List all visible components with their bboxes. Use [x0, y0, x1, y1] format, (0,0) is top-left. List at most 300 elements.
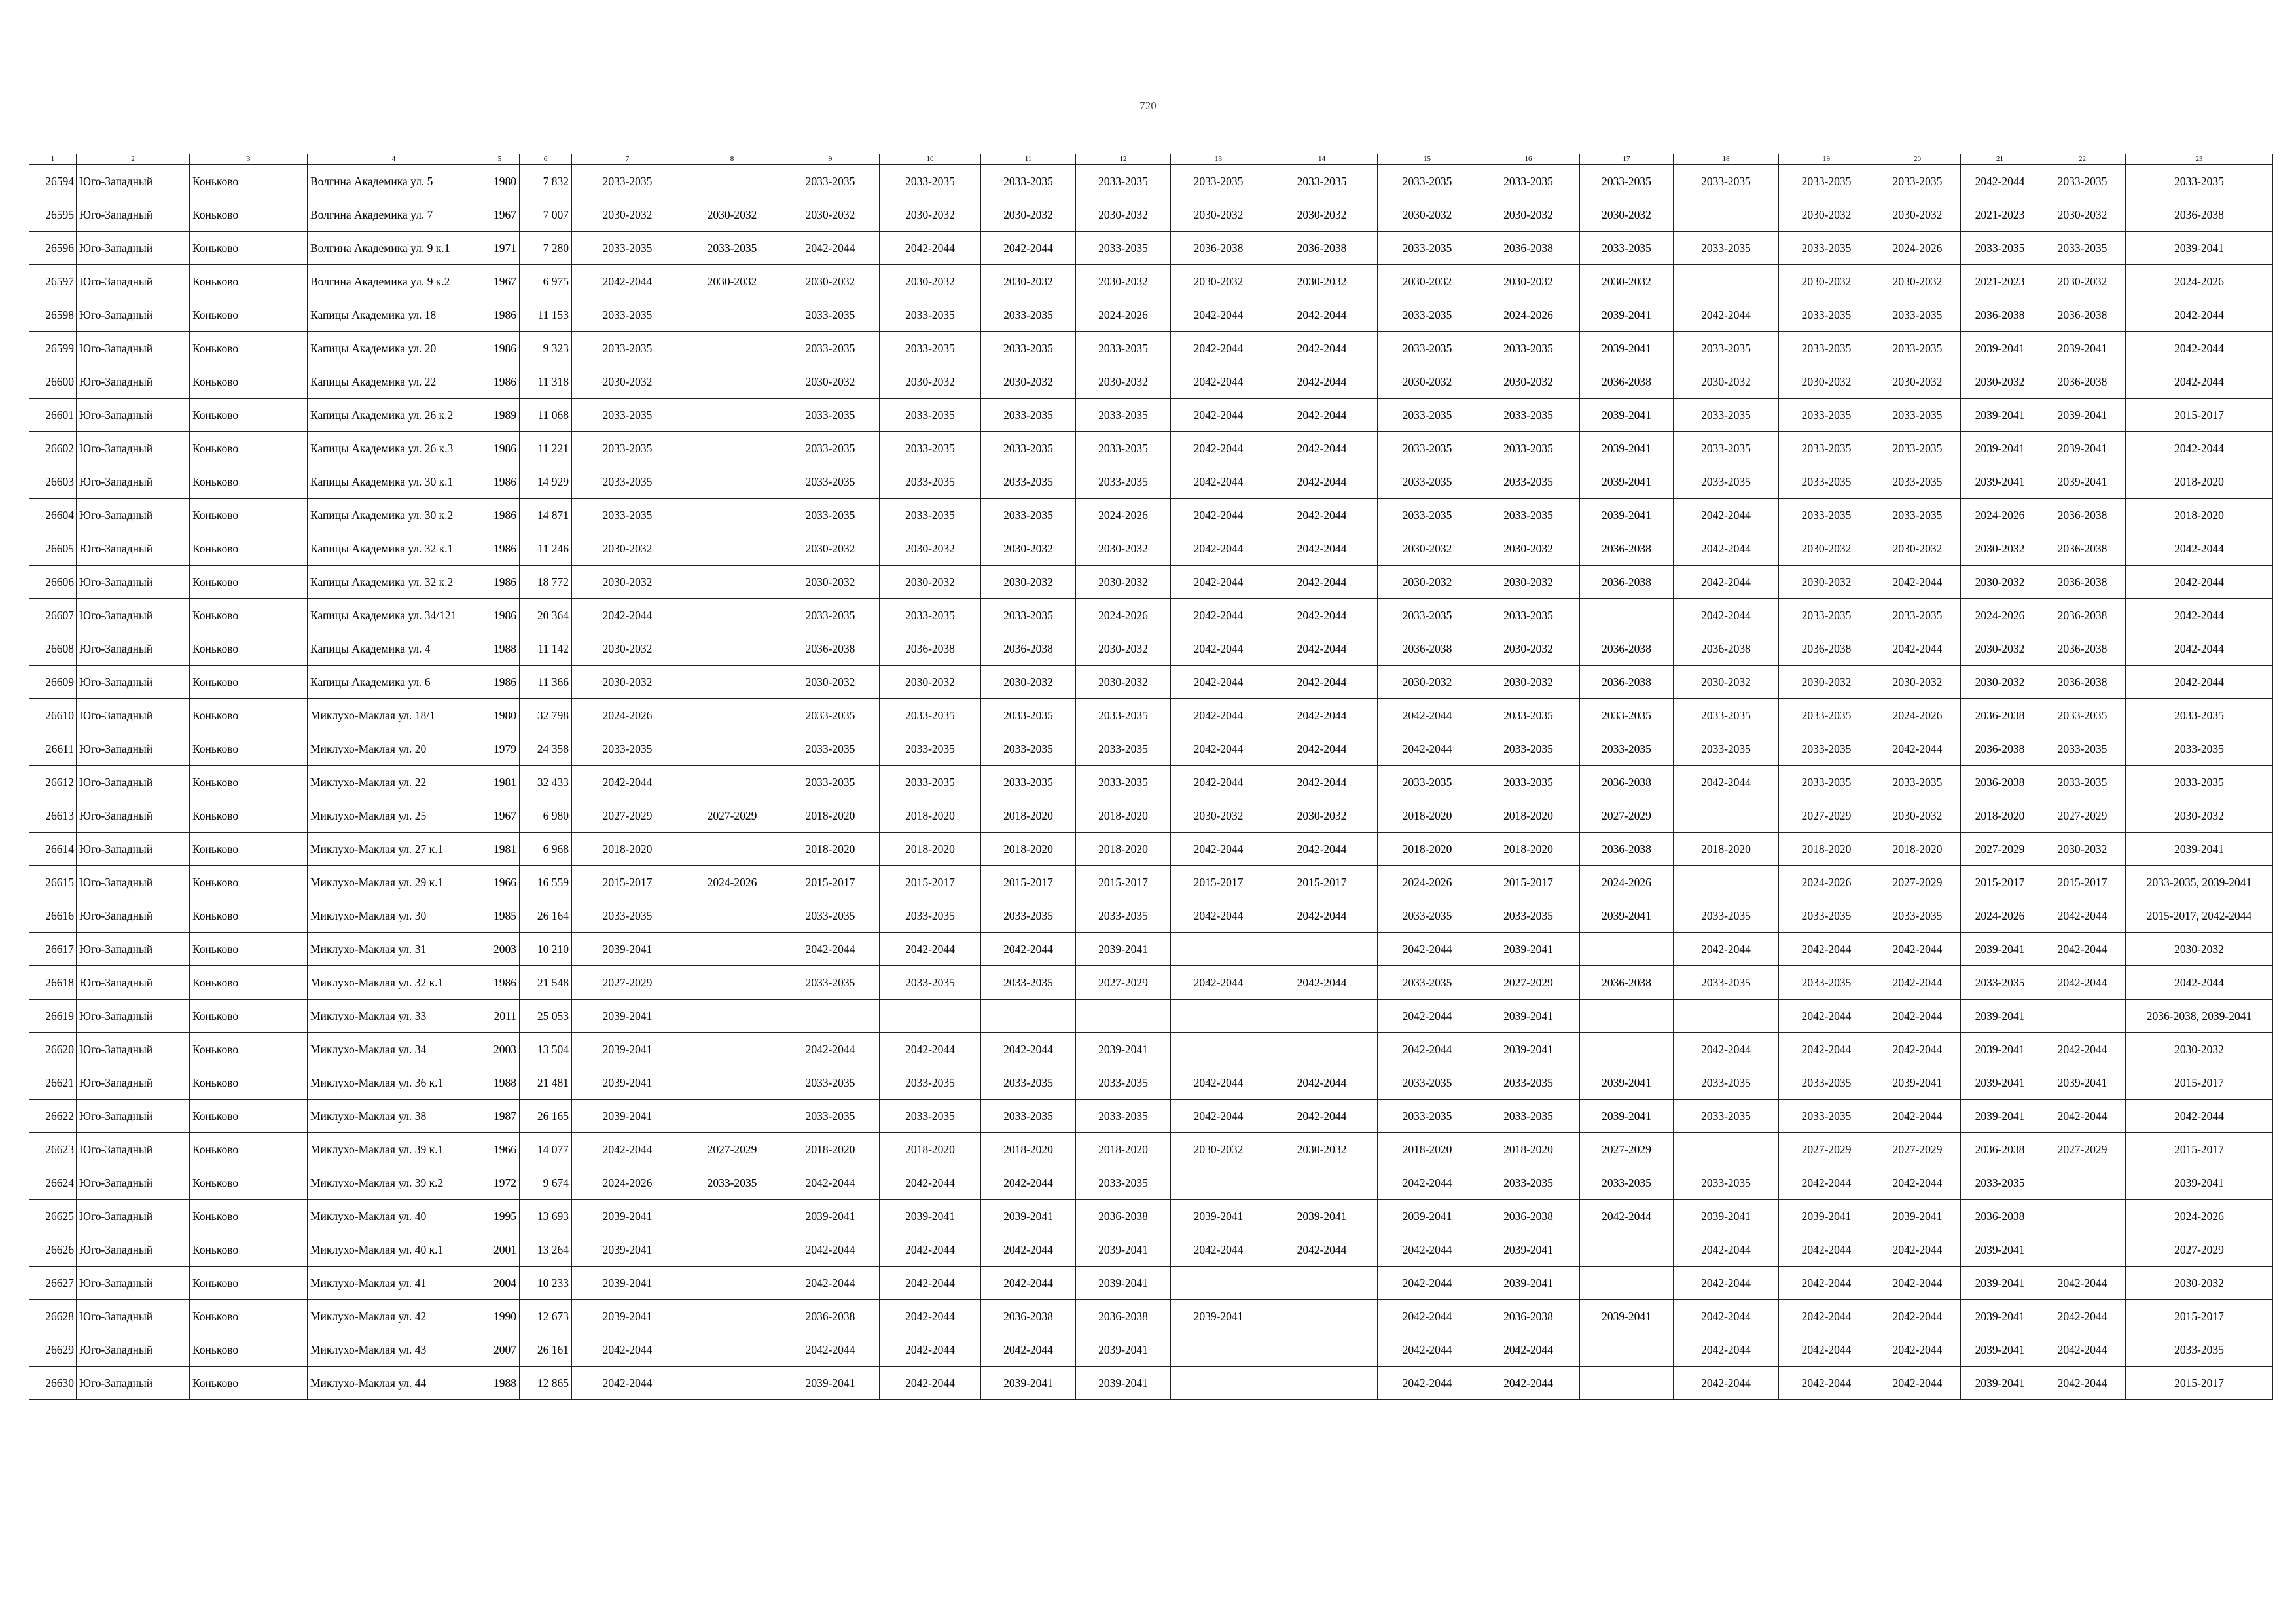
period-cell-col-15: 2033-2035	[1378, 766, 1477, 799]
build-year-cell: 1971	[480, 232, 520, 265]
period-cell-col-14	[1266, 1033, 1378, 1066]
period-cell-col-21: 2021-2023	[1961, 265, 2039, 298]
period-cell-col-16: 2018-2020	[1477, 1133, 1580, 1166]
district-cell: Юго-Западный	[77, 198, 190, 232]
period-cell-col-20: 2033-2035	[1874, 465, 1961, 499]
district-cell: Юго-Западный	[77, 1066, 190, 1100]
period-cell-col-9: 2033-2035	[781, 699, 880, 732]
period-cell-col-22: 2036-2038	[2039, 666, 2126, 699]
period-cell-col-23: 2024-2026	[2126, 265, 2273, 298]
record-id-cell: 26601	[29, 399, 77, 432]
period-cell-col-21: 2033-2035	[1961, 232, 2039, 265]
period-cell-col-17	[1580, 1000, 1674, 1033]
period-cell-col-17: 2036-2038	[1580, 632, 1674, 666]
district-cell: Юго-Западный	[77, 232, 190, 265]
build-year-cell: 1986	[480, 566, 520, 599]
district-cell: Юго-Западный	[77, 1300, 190, 1333]
period-cell-col-15: 2018-2020	[1378, 799, 1477, 833]
period-cell-col-22: 2030-2032	[2039, 265, 2126, 298]
period-cell-col-15: 2042-2044	[1378, 1000, 1477, 1033]
period-cell-col-15: 2042-2044	[1378, 1233, 1477, 1267]
period-cell-col-14: 2033-2035	[1266, 165, 1378, 198]
period-cell-col-21: 2030-2032	[1961, 532, 2039, 566]
period-cell-col-11: 2033-2035	[981, 332, 1076, 365]
period-cell-col-13: 2042-2044	[1171, 566, 1266, 599]
column-number-6: 6	[520, 154, 572, 165]
period-cell-col-20: 2030-2032	[1874, 198, 1961, 232]
period-cell-col-16: 2039-2041	[1477, 1267, 1580, 1300]
floor-area-cell: 12 865	[520, 1367, 572, 1400]
period-cell-col-8	[683, 1000, 781, 1033]
period-cell-col-19: 2027-2029	[1779, 799, 1874, 833]
column-number-20: 20	[1874, 154, 1961, 165]
period-cell-col-16: 2033-2035	[1477, 899, 1580, 933]
floor-area-cell: 14 929	[520, 465, 572, 499]
area-cell: Коньково	[190, 599, 308, 632]
period-cell-col-15: 2018-2020	[1378, 833, 1477, 866]
build-year-cell: 1980	[480, 165, 520, 198]
district-cell: Юго-Западный	[77, 566, 190, 599]
district-cell: Юго-Западный	[77, 432, 190, 465]
district-cell: Юго-Западный	[77, 532, 190, 566]
table-row	[29, 966, 2273, 1000]
address-cell: Миклухо-Маклая ул. 30	[308, 899, 480, 933]
column-number-23: 23	[2126, 154, 2273, 165]
address-cell: Миклухо-Маклая ул. 18/1	[308, 699, 480, 732]
address-cell: Капицы Академика ул. 26 к.2	[308, 399, 480, 432]
period-cell-col-12	[1076, 1000, 1171, 1033]
build-year-cell: 1988	[480, 1066, 520, 1100]
address-cell: Капицы Академика ул. 32 к.1	[308, 532, 480, 566]
district-cell: Юго-Западный	[77, 866, 190, 899]
period-cell-col-22	[2039, 1000, 2126, 1033]
table-row	[29, 1033, 2273, 1066]
area-cell: Коньково	[190, 566, 308, 599]
period-cell-col-8	[683, 833, 781, 866]
period-cell-col-11: 2042-2044	[981, 232, 1076, 265]
period-cell-col-9: 2033-2035	[781, 298, 880, 332]
period-cell-col-10: 2033-2035	[880, 399, 981, 432]
build-year-cell: 1980	[480, 699, 520, 732]
period-cell-col-16: 2033-2035	[1477, 1166, 1580, 1200]
period-cell-col-18: 2033-2035	[1674, 732, 1779, 766]
period-cell-col-7: 2027-2029	[572, 799, 683, 833]
period-cell-col-11: 2036-2038	[981, 1300, 1076, 1333]
period-cell-col-15: 2042-2044	[1378, 1267, 1477, 1300]
period-cell-col-18: 2042-2044	[1674, 933, 1779, 966]
period-cell-col-7: 2015-2017	[572, 866, 683, 899]
period-cell-col-11: 2039-2041	[981, 1200, 1076, 1233]
period-cell-col-18: 2033-2035	[1674, 432, 1779, 465]
period-cell-col-20: 2042-2044	[1874, 1300, 1961, 1333]
period-cell-col-22: 2039-2041	[2039, 465, 2126, 499]
table-row	[29, 732, 2273, 766]
period-cell-col-10: 2042-2044	[880, 1367, 981, 1400]
period-cell-col-13: 2042-2044	[1171, 532, 1266, 566]
period-cell-col-8: 2027-2029	[683, 799, 781, 833]
period-cell-col-16: 2033-2035	[1477, 432, 1580, 465]
period-cell-col-14: 2042-2044	[1266, 966, 1378, 1000]
period-cell-col-8	[683, 766, 781, 799]
period-cell-col-23: 2033-2035	[2126, 732, 2273, 766]
period-cell-col-12: 2039-2041	[1076, 933, 1171, 966]
table-row	[29, 265, 2273, 298]
column-number-19: 19	[1779, 154, 1874, 165]
record-id-cell: 26615	[29, 866, 77, 899]
period-cell-col-9: 2030-2032	[781, 532, 880, 566]
period-cell-col-8	[683, 732, 781, 766]
district-cell: Юго-Западный	[77, 1100, 190, 1133]
district-cell: Юго-Западный	[77, 165, 190, 198]
period-cell-col-7: 2039-2041	[572, 1200, 683, 1233]
period-cell-col-17: 2039-2041	[1580, 465, 1674, 499]
period-cell-col-21: 2033-2035	[1961, 966, 2039, 1000]
period-cell-col-9: 2033-2035	[781, 165, 880, 198]
period-cell-col-9: 2030-2032	[781, 198, 880, 232]
period-cell-col-14: 2042-2044	[1266, 432, 1378, 465]
period-cell-col-20: 2042-2044	[1874, 1033, 1961, 1066]
period-cell-col-7: 2030-2032	[572, 198, 683, 232]
period-cell-col-20: 2042-2044	[1874, 566, 1961, 599]
period-cell-col-14: 2042-2044	[1266, 499, 1378, 532]
district-cell: Юго-Западный	[77, 632, 190, 666]
period-cell-col-13	[1171, 933, 1266, 966]
table-row	[29, 499, 2273, 532]
period-cell-col-12: 2024-2026	[1076, 298, 1171, 332]
period-cell-col-19: 2042-2044	[1779, 1000, 1874, 1033]
period-cell-col-18	[1674, 198, 1779, 232]
period-cell-col-7: 2030-2032	[572, 532, 683, 566]
period-cell-col-15: 2033-2035	[1378, 599, 1477, 632]
period-cell-col-12: 2033-2035	[1076, 399, 1171, 432]
period-cell-col-10: 2042-2044	[880, 1333, 981, 1367]
area-cell: Коньково	[190, 1100, 308, 1133]
record-id-cell: 26623	[29, 1133, 77, 1166]
record-id-cell: 26607	[29, 599, 77, 632]
period-cell-col-23: 2042-2044	[2126, 632, 2273, 666]
floor-area-cell: 7 007	[520, 198, 572, 232]
district-cell: Юго-Западный	[77, 298, 190, 332]
address-cell: Волгина Академика ул. 5	[308, 165, 480, 198]
period-cell-col-23: 2033-2035	[2126, 699, 2273, 732]
period-cell-col-13: 2042-2044	[1171, 766, 1266, 799]
floor-area-cell: 18 772	[520, 566, 572, 599]
period-cell-col-19: 2033-2035	[1779, 1066, 1874, 1100]
period-cell-col-15: 2042-2044	[1378, 732, 1477, 766]
period-cell-col-11: 2042-2044	[981, 933, 1076, 966]
period-cell-col-13: 2015-2017	[1171, 866, 1266, 899]
period-cell-col-18: 2033-2035	[1674, 232, 1779, 265]
period-cell-col-8: 2033-2035	[683, 232, 781, 265]
record-id-cell: 26626	[29, 1233, 77, 1267]
period-cell-col-9: 2033-2035	[781, 432, 880, 465]
period-cell-col-21: 2039-2041	[1961, 1233, 2039, 1267]
period-cell-col-18: 2042-2044	[1674, 1033, 1779, 1066]
period-cell-col-20: 2033-2035	[1874, 499, 1961, 532]
build-year-cell: 1986	[480, 966, 520, 1000]
column-number-4: 4	[308, 154, 480, 165]
period-cell-col-23: 2036-2038	[2126, 198, 2273, 232]
period-cell-col-14	[1266, 1367, 1378, 1400]
period-cell-col-19: 2018-2020	[1779, 833, 1874, 866]
period-cell-col-17: 2027-2029	[1580, 799, 1674, 833]
period-cell-col-23: 2039-2041	[2126, 833, 2273, 866]
period-cell-col-12: 2015-2017	[1076, 866, 1171, 899]
period-cell-col-16: 2039-2041	[1477, 1233, 1580, 1267]
period-cell-col-14: 2042-2044	[1266, 632, 1378, 666]
period-cell-col-9: 2042-2044	[781, 933, 880, 966]
period-cell-col-22: 2039-2041	[2039, 432, 2126, 465]
period-cell-col-9: 2042-2044	[781, 1333, 880, 1367]
period-cell-col-13	[1171, 1333, 1266, 1367]
period-cell-col-20: 2030-2032	[1874, 799, 1961, 833]
period-cell-col-12: 2027-2029	[1076, 966, 1171, 1000]
table-row	[29, 866, 2273, 899]
period-cell-col-14	[1266, 1166, 1378, 1200]
period-cell-col-17: 2033-2035	[1580, 165, 1674, 198]
period-cell-col-16: 2033-2035	[1477, 699, 1580, 732]
period-cell-col-22: 2042-2044	[2039, 1100, 2126, 1133]
period-cell-col-15: 2033-2035	[1378, 899, 1477, 933]
district-cell: Юго-Западный	[77, 699, 190, 732]
period-cell-col-11: 2039-2041	[981, 1367, 1076, 1400]
period-cell-col-14	[1266, 1267, 1378, 1300]
period-cell-col-22: 2027-2029	[2039, 799, 2126, 833]
period-cell-col-18: 2042-2044	[1674, 599, 1779, 632]
period-cell-col-20: 2042-2044	[1874, 1267, 1961, 1300]
district-cell: Юго-Западный	[77, 1233, 190, 1267]
column-number-21: 21	[1961, 154, 2039, 165]
record-id-cell: 26604	[29, 499, 77, 532]
period-cell-col-16: 2033-2035	[1477, 399, 1580, 432]
address-cell: Волгина Академика ул. 9 к.1	[308, 232, 480, 265]
period-cell-col-10: 2018-2020	[880, 1133, 981, 1166]
period-cell-col-11: 2042-2044	[981, 1267, 1076, 1300]
period-cell-col-8	[683, 1233, 781, 1267]
period-cell-col-19: 2042-2044	[1779, 1166, 1874, 1200]
area-cell: Коньково	[190, 1166, 308, 1200]
period-cell-col-23: 2027-2029	[2126, 1233, 2273, 1267]
period-cell-col-8	[683, 399, 781, 432]
period-cell-col-23: 2018-2020	[2126, 465, 2273, 499]
period-cell-col-21: 2030-2032	[1961, 566, 2039, 599]
period-cell-col-20: 2030-2032	[1874, 666, 1961, 699]
address-cell: Волгина Академика ул. 7	[308, 198, 480, 232]
period-cell-col-16: 2036-2038	[1477, 232, 1580, 265]
period-cell-col-7: 2033-2035	[572, 165, 683, 198]
district-cell: Юго-Западный	[77, 766, 190, 799]
period-cell-col-12: 2018-2020	[1076, 833, 1171, 866]
period-cell-col-10: 2030-2032	[880, 365, 981, 399]
period-cell-col-7: 2042-2044	[572, 1367, 683, 1400]
period-cell-col-8	[683, 499, 781, 532]
table-row	[29, 232, 2273, 265]
period-cell-col-19: 2030-2032	[1779, 566, 1874, 599]
period-cell-col-16: 2033-2035	[1477, 465, 1580, 499]
period-cell-col-7: 2039-2041	[572, 1300, 683, 1333]
period-cell-col-12: 2039-2041	[1076, 1267, 1171, 1300]
record-id-cell: 26613	[29, 799, 77, 833]
address-cell: Миклухо-Маклая ул. 38	[308, 1100, 480, 1133]
period-cell-col-15: 2030-2032	[1378, 265, 1477, 298]
period-cell-col-19: 2033-2035	[1779, 298, 1874, 332]
table-row	[29, 1166, 2273, 1200]
table-row	[29, 465, 2273, 499]
period-cell-col-13: 2042-2044	[1171, 666, 1266, 699]
period-cell-col-11: 2030-2032	[981, 566, 1076, 599]
column-number-17: 17	[1580, 154, 1674, 165]
record-id-cell: 26603	[29, 465, 77, 499]
record-id-cell: 26598	[29, 298, 77, 332]
period-cell-col-10: 2015-2017	[880, 866, 981, 899]
address-cell: Капицы Академика ул. 26 к.3	[308, 432, 480, 465]
period-cell-col-9: 2036-2038	[781, 1300, 880, 1333]
address-cell: Миклухо-Маклая ул. 41	[308, 1267, 480, 1300]
floor-area-cell: 20 364	[520, 599, 572, 632]
period-cell-col-18: 2033-2035	[1674, 1066, 1779, 1100]
period-cell-col-13: 2042-2044	[1171, 699, 1266, 732]
period-cell-col-16: 2024-2026	[1477, 298, 1580, 332]
period-cell-col-8	[683, 933, 781, 966]
period-cell-col-16: 2027-2029	[1477, 966, 1580, 1000]
period-cell-col-13: 2042-2044	[1171, 1066, 1266, 1100]
area-cell: Коньково	[190, 799, 308, 833]
period-cell-col-19: 2033-2035	[1779, 899, 1874, 933]
period-cell-col-17: 2036-2038	[1580, 566, 1674, 599]
period-cell-col-8: 2027-2029	[683, 1133, 781, 1166]
period-cell-col-20: 2018-2020	[1874, 833, 1961, 866]
period-cell-col-8	[683, 1033, 781, 1066]
column-number-2: 2	[77, 154, 190, 165]
period-cell-col-7: 2030-2032	[572, 566, 683, 599]
period-cell-col-17: 2030-2032	[1580, 198, 1674, 232]
address-cell: Капицы Академика ул. 30 к.1	[308, 465, 480, 499]
build-year-cell: 1967	[480, 265, 520, 298]
period-cell-col-10: 2033-2035	[880, 165, 981, 198]
address-cell: Капицы Академика ул. 34/121	[308, 599, 480, 632]
period-cell-col-23: 2033-2035	[2126, 1333, 2273, 1367]
period-cell-col-11: 2030-2032	[981, 532, 1076, 566]
period-cell-col-16: 2030-2032	[1477, 198, 1580, 232]
table-row	[29, 298, 2273, 332]
period-cell-col-12: 2030-2032	[1076, 666, 1171, 699]
period-cell-col-12: 2030-2032	[1076, 566, 1171, 599]
period-cell-col-15: 2033-2035	[1378, 966, 1477, 1000]
period-cell-col-18: 2033-2035	[1674, 465, 1779, 499]
period-cell-col-20: 2033-2035	[1874, 599, 1961, 632]
period-cell-col-20: 2042-2044	[1874, 1000, 1961, 1033]
floor-area-cell: 26 164	[520, 899, 572, 933]
address-cell: Капицы Академика ул. 4	[308, 632, 480, 666]
floor-area-cell: 11 142	[520, 632, 572, 666]
period-cell-col-16: 2039-2041	[1477, 1033, 1580, 1066]
period-cell-col-19: 2033-2035	[1779, 599, 1874, 632]
period-cell-col-21: 2036-2038	[1961, 298, 2039, 332]
period-cell-col-17	[1580, 1267, 1674, 1300]
period-cell-col-15: 2033-2035	[1378, 165, 1477, 198]
column-number-16: 16	[1477, 154, 1580, 165]
period-cell-col-18	[1674, 799, 1779, 833]
period-cell-col-19: 2033-2035	[1779, 766, 1874, 799]
period-cell-col-16: 2036-2038	[1477, 1200, 1580, 1233]
column-number-7: 7	[572, 154, 683, 165]
period-cell-col-11: 2042-2044	[981, 1033, 1076, 1066]
period-cell-col-14	[1266, 1000, 1378, 1033]
period-cell-col-20: 2030-2032	[1874, 365, 1961, 399]
period-cell-col-9: 2015-2017	[781, 866, 880, 899]
period-cell-col-20: 2033-2035	[1874, 165, 1961, 198]
period-cell-col-18: 2033-2035	[1674, 1166, 1779, 1200]
period-cell-col-15: 2033-2035	[1378, 432, 1477, 465]
period-cell-col-7: 2033-2035	[572, 499, 683, 532]
period-cell-col-19: 2033-2035	[1779, 1100, 1874, 1133]
build-year-cell: 1966	[480, 1133, 520, 1166]
floor-area-cell: 11 366	[520, 666, 572, 699]
column-number-8: 8	[683, 154, 781, 165]
period-cell-col-20: 2033-2035	[1874, 332, 1961, 365]
period-cell-col-13: 2042-2044	[1171, 632, 1266, 666]
period-cell-col-20: 2033-2035	[1874, 432, 1961, 465]
period-cell-col-17: 2036-2038	[1580, 532, 1674, 566]
period-cell-col-12: 2033-2035	[1076, 1100, 1171, 1133]
period-cell-col-13: 2039-2041	[1171, 1200, 1266, 1233]
district-cell: Юго-Западный	[77, 1033, 190, 1066]
period-cell-col-23: 2042-2044	[2126, 666, 2273, 699]
area-cell: Коньково	[190, 766, 308, 799]
period-cell-col-10: 2042-2044	[880, 1033, 981, 1066]
period-cell-col-17: 2036-2038	[1580, 666, 1674, 699]
period-cell-col-14: 2015-2017	[1266, 866, 1378, 899]
period-cell-col-19: 2033-2035	[1779, 499, 1874, 532]
period-cell-col-22: 2033-2035	[2039, 766, 2126, 799]
build-year-cell: 1995	[480, 1200, 520, 1233]
address-cell: Капицы Академика ул. 32 к.2	[308, 566, 480, 599]
period-cell-col-16: 2033-2035	[1477, 1100, 1580, 1133]
period-cell-col-18: 2033-2035	[1674, 332, 1779, 365]
period-cell-col-7: 2039-2041	[572, 933, 683, 966]
district-cell: Юго-Западный	[77, 1133, 190, 1166]
period-cell-col-17: 2036-2038	[1580, 966, 1674, 1000]
district-cell: Юго-Западный	[77, 1200, 190, 1233]
period-cell-col-17: 2039-2041	[1580, 298, 1674, 332]
period-cell-col-15: 2042-2044	[1378, 933, 1477, 966]
period-cell-col-14: 2042-2044	[1266, 298, 1378, 332]
period-cell-col-11: 2042-2044	[981, 1166, 1076, 1200]
area-cell: Коньково	[190, 499, 308, 532]
period-cell-col-13: 2042-2044	[1171, 399, 1266, 432]
period-cell-col-10: 2033-2035	[880, 298, 981, 332]
period-cell-col-18: 2030-2032	[1674, 666, 1779, 699]
period-cell-col-8	[683, 566, 781, 599]
period-cell-col-9: 2033-2035	[781, 399, 880, 432]
period-cell-col-21: 2039-2041	[1961, 1300, 2039, 1333]
area-cell: Коньково	[190, 1267, 308, 1300]
area-cell: Коньково	[190, 899, 308, 933]
floor-area-cell: 21 481	[520, 1066, 572, 1100]
period-cell-col-8	[683, 1066, 781, 1100]
period-cell-col-22	[2039, 1233, 2126, 1267]
address-cell: Миклухо-Маклая ул. 31	[308, 933, 480, 966]
period-cell-col-8	[683, 432, 781, 465]
period-cell-col-21: 2036-2038	[1961, 699, 2039, 732]
period-cell-col-22: 2033-2035	[2039, 232, 2126, 265]
period-cell-col-17: 2036-2038	[1580, 833, 1674, 866]
period-cell-col-14: 2042-2044	[1266, 532, 1378, 566]
column-number-1: 1	[29, 154, 77, 165]
period-cell-col-19: 2024-2026	[1779, 866, 1874, 899]
floor-area-cell: 10 210	[520, 933, 572, 966]
period-cell-col-18	[1674, 866, 1779, 899]
